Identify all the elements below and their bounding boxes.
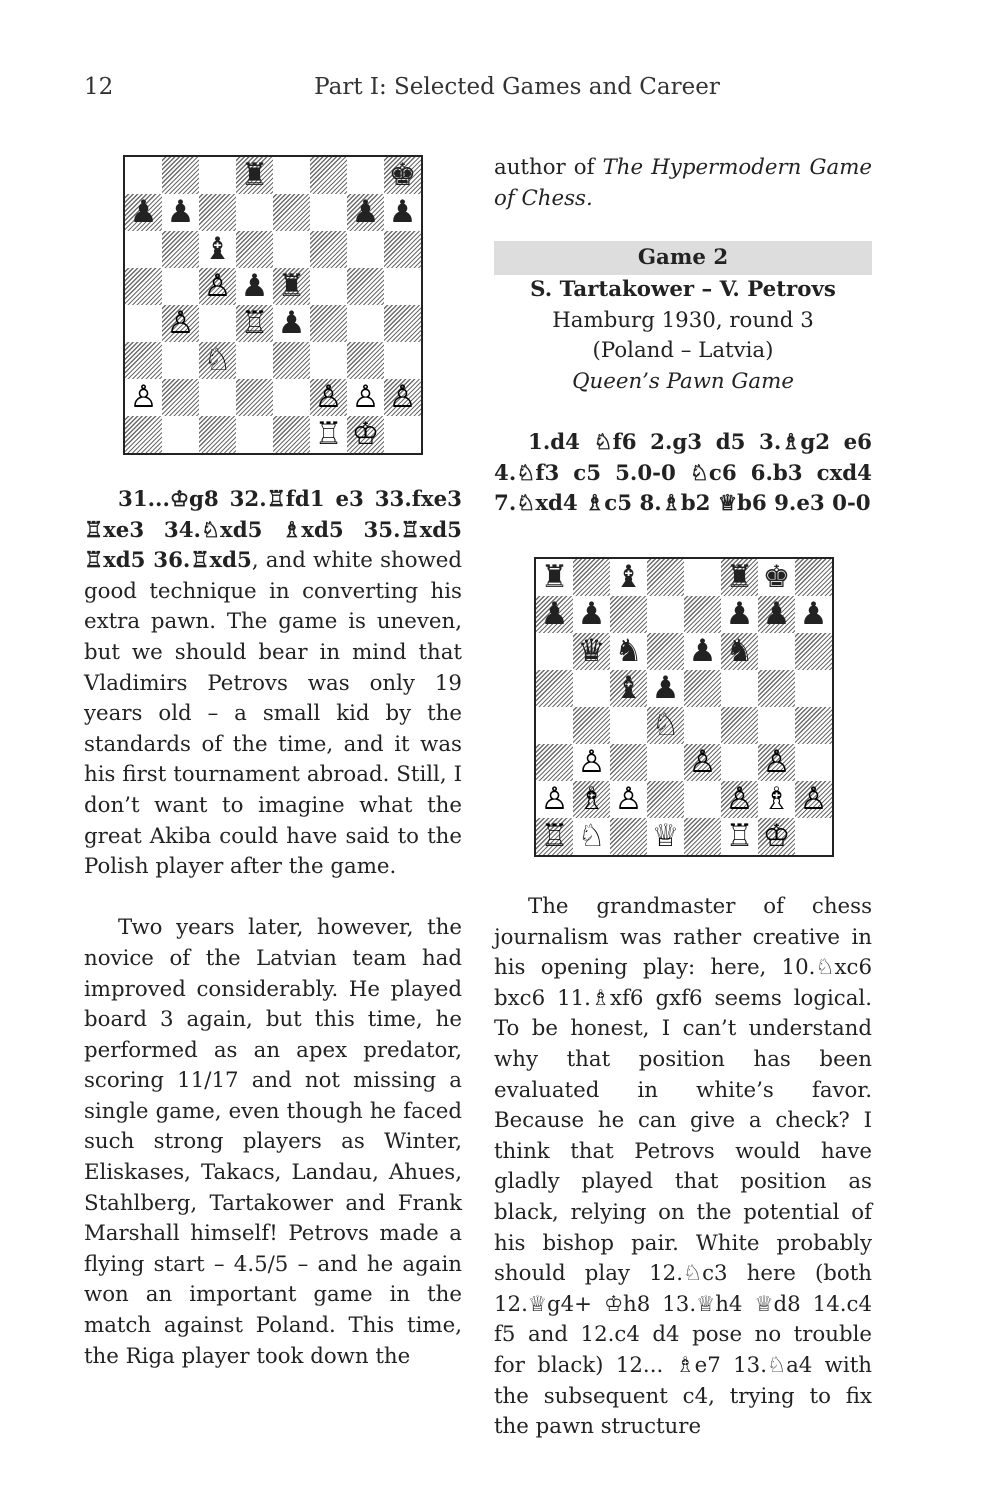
board-square [199, 231, 236, 268]
board-square [273, 379, 310, 416]
board-square [162, 194, 199, 231]
board-square [647, 670, 684, 707]
board-square [684, 596, 721, 633]
chess-diagram-1 [123, 155, 423, 455]
board-square [125, 231, 162, 268]
board-square [199, 268, 236, 305]
board-square [573, 781, 610, 818]
chess-piece-icon: ♟ [240, 268, 269, 304]
board-square [684, 744, 721, 781]
board-square [310, 194, 347, 231]
board-square [795, 670, 832, 707]
board-square [162, 157, 199, 194]
board-square [721, 596, 758, 633]
chess-diagram-2 [534, 557, 834, 857]
board-square [610, 670, 647, 707]
board-square [125, 157, 162, 194]
chess-piece-icon: ♟ [725, 596, 754, 632]
board-square [347, 194, 384, 231]
board-square [684, 633, 721, 670]
chess-piece-icon: ♔ [351, 416, 380, 452]
board-square [125, 268, 162, 305]
board-square [758, 781, 795, 818]
chess-piece-icon: ♜ [540, 559, 569, 595]
chess-piece-icon: ♙ [725, 781, 754, 817]
board-square [199, 157, 236, 194]
board-square [310, 157, 347, 194]
board-square [536, 781, 573, 818]
board-square [536, 670, 573, 707]
board-square [199, 416, 236, 453]
board-square [795, 781, 832, 818]
board-square [573, 559, 610, 596]
board-square [573, 818, 610, 855]
board-square [647, 781, 684, 818]
board-square [347, 342, 384, 379]
intro-sentence [494, 153, 872, 214]
chess-piece-icon: ♟ [277, 305, 306, 341]
board-square [758, 633, 795, 670]
chess-piece-icon: ♗ [577, 781, 606, 817]
board-square [758, 596, 795, 633]
board-square [199, 305, 236, 342]
board-square [610, 818, 647, 855]
board-square [162, 268, 199, 305]
chess-piece-icon: ♔ [762, 818, 791, 854]
board-square [647, 559, 684, 596]
board-square [273, 416, 310, 453]
chess-piece-icon: ♞ [725, 633, 754, 669]
page-header [84, 74, 870, 108]
paragraph-grandmaster: The grandmaster of chess journalism was rather creative in his opening play: here, 10.♘xc6 bxc6 11.♗xf6 gxf6 seems logical. To be honest, I can’t understand why that position has been evaluated in white’s favor. Because he can give a check? I think that Petrovs would have gladly played that position as black, relying on the potential of his bishop pair. White probably should play 12.♘c3 here (both 12.♕g4+ ♔h8 13.♕h4 ♕d8 14.c4 f5 and 12.c4 d4 pose no trouble for black) 12... ♗e7 13.♘a4 with the subsequent c4, trying to fix the pawn structure [494, 894, 872, 1440]
board-square [384, 268, 421, 305]
chess-piece-icon: ♙ [688, 744, 717, 780]
board-square [162, 379, 199, 416]
board-square [347, 379, 384, 416]
chess-piece-icon: ♟ [351, 194, 380, 230]
chess-piece-icon: ♖ [314, 416, 343, 452]
board-square [347, 416, 384, 453]
board-square [684, 818, 721, 855]
board-square [684, 707, 721, 744]
board-square [236, 379, 273, 416]
board-square [536, 818, 573, 855]
chess-piece-icon: ♟ [540, 596, 569, 632]
board-square [384, 231, 421, 268]
board-square [199, 342, 236, 379]
chess-piece-icon: ♙ [203, 268, 232, 304]
chess-piece-icon: ♟ [762, 596, 791, 632]
board-square [721, 744, 758, 781]
board-square [162, 231, 199, 268]
board-square [610, 707, 647, 744]
board-square [273, 157, 310, 194]
board-square [384, 157, 421, 194]
board-square [647, 596, 684, 633]
board-square [758, 670, 795, 707]
left-column [84, 485, 462, 1372]
chess-piece-icon: ♘ [203, 342, 232, 378]
chess-piece-icon: ♘ [577, 818, 606, 854]
board-square [384, 342, 421, 379]
board-square [162, 416, 199, 453]
board-square [721, 818, 758, 855]
board-square [647, 818, 684, 855]
chess-piece-icon: ♙ [540, 781, 569, 817]
chess-piece-icon: ♙ [166, 305, 195, 341]
board-square [384, 379, 421, 416]
opening-moves: 1.d4 ♘f6 2.g3 d5 3.♗g2 e6 4.♘f3 c5 5.0-0 ♘c6 6.b3 cxd4 7.♘xd4 ♗c5 8.♗b2 ♕b6 9.e3 0-0 [494, 430, 872, 517]
chess-piece-icon: ♜ [240, 157, 269, 193]
board-square [573, 596, 610, 633]
board-square [610, 633, 647, 670]
board-square [536, 744, 573, 781]
board-square [758, 818, 795, 855]
board-square [310, 268, 347, 305]
board-square [610, 781, 647, 818]
board-square [273, 194, 310, 231]
players: S. Tartakower – V. Petrovs [530, 277, 836, 303]
chess-piece-icon: ♙ [129, 379, 158, 415]
board-square [384, 194, 421, 231]
board-square [684, 670, 721, 707]
board-square [199, 379, 236, 416]
board-square [573, 670, 610, 707]
board-square [795, 707, 832, 744]
board-square [384, 416, 421, 453]
board-square [236, 416, 273, 453]
board-square [610, 744, 647, 781]
board-square [347, 268, 384, 305]
event: Hamburg 1930, round 3 [552, 307, 814, 333]
chess-piece-icon: ♙ [577, 744, 606, 780]
board-square [536, 633, 573, 670]
move-sequence-31: 31...♔g8 32.♖fd1 e3 33.fxe3 ♖xe3 34.♘xd5 ♗xd5 35.♖xd5 ♖xd5 36.♖xd5 [84, 487, 462, 574]
board-square [795, 818, 832, 855]
chess-piece-icon: ♕ [651, 818, 680, 854]
chess-piece-icon: ♙ [351, 379, 380, 415]
paragraph-two-years-later: Two years later, however, the novice of the Latvian team had improved considerably. He played board 3 again, but this time, he performed as an apex predator, scoring 11/17 and not missing a single game, even though he faced such strong players as Winter, Eliskases, Takacs, Landau, Ahues, Stahlberg, Tartakower and Frank Marshall himself! Petrovs made a flying start – 4.5/5 – and he again won an important game in the match against Poland. This time, the Riga player took down the [84, 915, 462, 1369]
board-square [310, 305, 347, 342]
chess-piece-icon: ♝ [203, 231, 232, 267]
book-title: The Hypermodern Game of Chess. [494, 155, 872, 211]
board-square [125, 342, 162, 379]
board-square [310, 416, 347, 453]
chess-piece-icon: ♜ [725, 559, 754, 595]
chess-piece-icon: ♚ [762, 559, 791, 595]
chess-piece-icon: ♞ [614, 633, 643, 669]
board-square [795, 596, 832, 633]
chess-piece-icon: ♛ [577, 633, 606, 669]
board-square [721, 670, 758, 707]
board-square [273, 305, 310, 342]
board-square [236, 157, 273, 194]
chess-piece-icon: ♟ [129, 194, 158, 230]
chess-piece-icon: ♙ [762, 744, 791, 780]
running-title: Part I: Selected Games and Career [314, 74, 720, 100]
board-square [162, 305, 199, 342]
board-square [125, 194, 162, 231]
board-square [721, 707, 758, 744]
right-column-top [494, 153, 872, 520]
chess-piece-icon: ♟ [388, 194, 417, 230]
board-square [573, 744, 610, 781]
board-square [273, 342, 310, 379]
board-square [236, 194, 273, 231]
board-square [347, 157, 384, 194]
commentary-text: , and white showed good technique in converting his extra pawn. The game is uneven, but we should bear in mind that Vladimirs Petrovs was only 19 years old – a small kid by the standards of the time, and it was his first tournament abroad. Still, I don’t want to imagine what the great Akiba could have said to the Polish player after the game. [84, 548, 462, 880]
board-square [310, 231, 347, 268]
chess-piece-icon: ♖ [725, 818, 754, 854]
board-square [536, 707, 573, 744]
board-square [758, 559, 795, 596]
board-square [236, 342, 273, 379]
board-square [684, 559, 721, 596]
board-square [310, 342, 347, 379]
board-square [536, 559, 573, 596]
chess-piece-icon: ♟ [166, 194, 195, 230]
chess-piece-icon: ♟ [799, 596, 828, 632]
right-column-bottom [494, 892, 872, 1443]
paragraph-moves-31 [84, 485, 462, 883]
chess-piece-icon: ♜ [277, 268, 306, 304]
board-square [536, 596, 573, 633]
board-square [162, 342, 199, 379]
board-square [647, 633, 684, 670]
board-square [647, 744, 684, 781]
chess-piece-icon: ♚ [388, 157, 417, 193]
board-square [721, 781, 758, 818]
chess-piece-icon: ♖ [540, 818, 569, 854]
board-square [347, 305, 384, 342]
board-square [721, 633, 758, 670]
intro-prefix: author of [494, 155, 603, 180]
board-square [236, 268, 273, 305]
board-square [273, 231, 310, 268]
chess-piece-icon: ♝ [614, 670, 643, 706]
chess-piece-icon: ♝ [614, 559, 643, 595]
page-number: 12 [84, 74, 114, 100]
board-square [758, 744, 795, 781]
board-square [721, 559, 758, 596]
board-square [795, 559, 832, 596]
board-square [610, 596, 647, 633]
board-square [310, 379, 347, 416]
board-square [347, 231, 384, 268]
chess-piece-icon: ♘ [651, 707, 680, 743]
board-square [684, 781, 721, 818]
board-square [236, 231, 273, 268]
chess-piece-icon: ♙ [614, 781, 643, 817]
chess-piece-icon: ♗ [762, 781, 791, 817]
chess-piece-icon: ♙ [388, 379, 417, 415]
board-square [125, 416, 162, 453]
board-square [647, 707, 684, 744]
board-square [236, 305, 273, 342]
board-square [795, 744, 832, 781]
chess-piece-icon: ♙ [314, 379, 343, 415]
chess-piece-icon: ♟ [688, 633, 717, 669]
board-square [610, 559, 647, 596]
board-square [199, 194, 236, 231]
chess-piece-icon: ♟ [651, 670, 680, 706]
board-square [125, 305, 162, 342]
board-square [573, 633, 610, 670]
board-square [573, 707, 610, 744]
chess-piece-icon: ♙ [799, 781, 828, 817]
chess-piece-icon: ♖ [240, 305, 269, 341]
teams: (Poland – Latvia) [592, 338, 774, 364]
board-square [758, 707, 795, 744]
opening-name: Queen’s Pawn Game [572, 368, 794, 394]
board-square [795, 633, 832, 670]
board-square [125, 379, 162, 416]
chess-piece-icon: ♟ [577, 596, 606, 632]
game-heading: Game 2 [494, 241, 872, 275]
board-square [384, 305, 421, 342]
board-square [273, 268, 310, 305]
